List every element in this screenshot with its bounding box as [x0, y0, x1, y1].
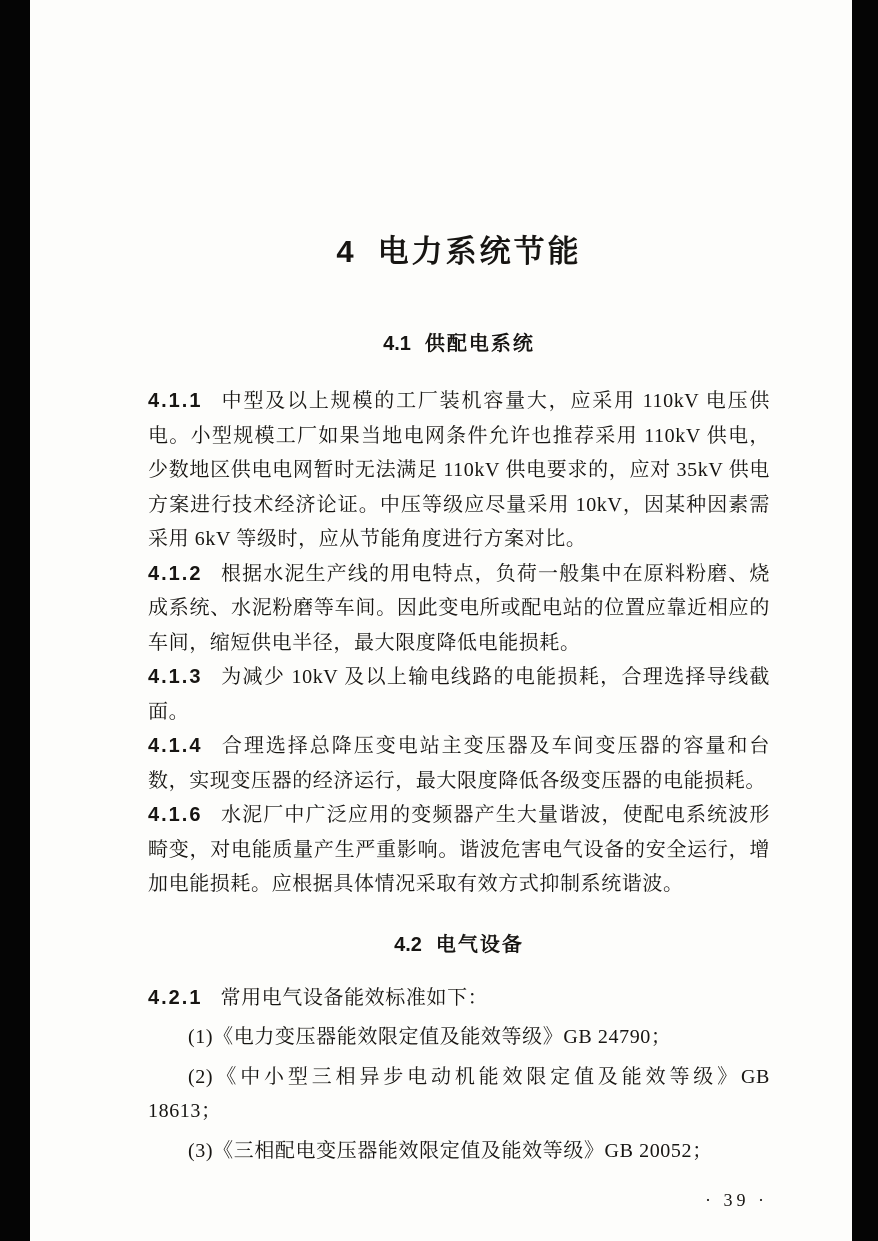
section-heading-4-1	[148, 327, 770, 356]
chapter-title-text: 电力系统节能	[377, 234, 582, 269]
clause-text: 常用电气设备能效标准如下：	[220, 986, 489, 1009]
clause-number: 4.1.1	[148, 390, 203, 412]
clause-4-1-4	[148, 729, 770, 798]
clause-4-1-6	[148, 798, 770, 902]
section-heading-4-2	[148, 928, 770, 957]
section-number: 4.2	[394, 933, 422, 956]
chapter-number: 4	[336, 234, 354, 269]
clause-text: 合理选择总降压变电站主变压器及车间变压器的容量和台数，实现变压器的经济运行，最大限度降低各级变压器的电能损耗。	[148, 735, 770, 792]
list-item-2: (2)《中小型三相异步电动机能效限定值及能效等级》GB 18613；	[148, 1065, 770, 1122]
clause-number: 4.1.2	[148, 562, 203, 585]
clause-4-1-1	[148, 384, 770, 557]
page-content	[148, 0, 770, 1211]
section-number: 4.1	[383, 333, 411, 355]
clause-4-1-3	[148, 660, 770, 729]
clause-number: 4.1.4	[148, 735, 203, 757]
clause-number: 4.2.1	[148, 986, 203, 1009]
section-title-text: 电气设备	[435, 933, 524, 956]
section-title-text: 供配电系统	[424, 333, 535, 355]
clause-text: 根据水泥生产线的用电特点，负荷一般集中在原料粉磨、烧成系统、水泥粉磨等车间。因此变电所或配电站的位置应靠近相应的车间，缩短供电半径，最大限度降低电能损耗。	[148, 562, 770, 654]
chapter-title	[148, 226, 770, 271]
list-item-3: (3)《三相配电变压器能效限定值及能效等级》GB 20052；	[188, 1139, 713, 1162]
clause-text: 为减少 10kV 及以上输电线路的电能损耗，合理选择导线截面。	[148, 666, 770, 723]
page-number: · 39 ·	[705, 1190, 768, 1210]
list-item-1: (1)《电力变压器能效限定值及能效等级》GB 24790；	[188, 1026, 672, 1048]
clause-number: 4.1.3	[148, 666, 203, 688]
clause-number: 4.1.6	[148, 804, 203, 826]
clause-4-2-1	[148, 981, 770, 1016]
clause-text: 水泥厂中广泛应用的变频器产生大量谐波，使配电系统波形畸变，对电能质量产生严重影响。谐波危害电气设备的安全运行，增加电能损耗。应根据具体情况采取有效方式抑制系统谐波。	[148, 804, 770, 895]
scan-edge-right	[852, 0, 878, 1241]
clause-text: 中型及以上规模的工厂装机容量大，应采用 110kV 电压供电。小型规模工厂如果当地电网条件允许也推荐采用 110kV 供电，少数地区供电电网暂时无法满足 110kV 供电要求的，应对 35kV 供电方案进行技术经济论证。中压等级应尽量采用 10kV，因某种因素需采用 6kV 等级时，应从节能角度进行方案对比。	[148, 390, 770, 550]
scan-edge-left	[0, 0, 30, 1241]
clause-4-1-2	[148, 557, 770, 661]
